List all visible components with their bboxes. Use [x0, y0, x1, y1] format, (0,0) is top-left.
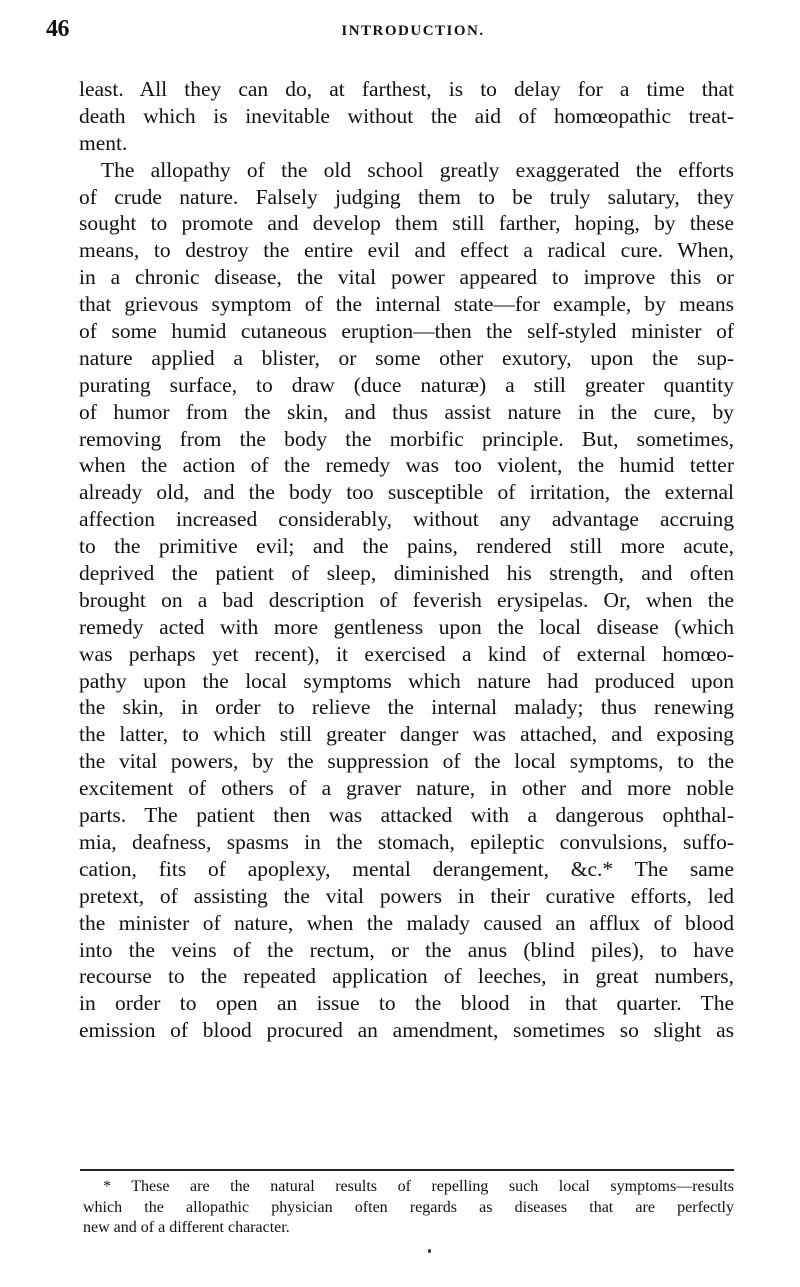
body-line: means, to destroy the entire evil and effect a radical cure. When, [79, 238, 734, 263]
body-line: affection increased considerably, without any advantage accruing [79, 507, 734, 532]
running-title: INTRODUCTION. [341, 23, 485, 39]
body-line: the minister of nature, when the malady caused an afflux of blood [79, 910, 734, 935]
body-line: excitement of others of a graver nature, in other and more noble [79, 776, 734, 801]
body-line: parts. The patient then was attacked with a dangerous ophthal- [79, 803, 734, 828]
body-text [79, 76, 734, 1044]
body-line: emission of blood procured an amendment, sometimes so slight as [79, 1018, 734, 1043]
footnote-line: * These are the natural results of repelling such local symptoms—results [103, 1178, 734, 1195]
body-line: death which is inevitable without the aid of homœopathic treat- [79, 103, 734, 128]
body-line: purating surface, to draw (duce naturæ) a still greater quantity [79, 372, 734, 397]
body-line: into the veins of the rectum, or the anus (blind piles), to have [79, 937, 734, 962]
body-line: when the action of the remedy was too violent, the humid tetter [79, 453, 734, 478]
body-line: The allopathy of the old school greatly exaggerated the efforts [101, 157, 734, 182]
page-number: 46 [46, 16, 69, 42]
body-line: the skin, in order to relieve the internal malady; thus renewing [79, 695, 734, 720]
body-line: mia, deafness, spasms in the stomach, epileptic convulsions, suffo- [79, 829, 734, 854]
body-line: to the primitive evil; and the pains, rendered still more acute, [79, 534, 734, 559]
body-line: that grievous symptom of the internal state—for example, by means [79, 292, 734, 317]
body-line: sought to promote and develop them still farther, hoping, by these [79, 211, 734, 236]
body-line: deprived the patient of sleep, diminished his strength, and often [79, 561, 734, 586]
body-line: nature applied a blister, or some other exutory, upon the sup- [79, 345, 734, 370]
footnote-rule [80, 1169, 734, 1171]
body-line: recourse to the repeated application of leeches, in great numbers, [79, 964, 734, 989]
body-line: removing from the body the morbific principle. But, sometimes, [79, 426, 734, 451]
body-line: pathy upon the local symptoms which nature had produced upon [79, 668, 734, 693]
body-line: already old, and the body too susceptible of irritation, the external [79, 480, 734, 505]
footnote-line: which the allopathic physician often regards as diseases that are perfectly [83, 1198, 734, 1216]
ink-speck [428, 1249, 431, 1253]
footnote-line: new and of a different character. [83, 1219, 290, 1236]
body-line: of some humid cutaneous eruption—then the self-styled minister of [79, 319, 734, 344]
body-line: least. All they can do, at farthest, is to delay for a time that [79, 77, 734, 101]
body-line: of crude nature. Falsely judging them to be truly salutary, they [79, 184, 734, 209]
body-line: of humor from the skin, and thus assist nature in the cure, by [79, 399, 734, 424]
body-line: pretext, of assisting the vital powers in their curative efforts, led [79, 883, 734, 908]
body-line: remedy acted with more gentleness upon the local disease (which [79, 614, 734, 639]
running-head [46, 12, 740, 52]
body-line: the latter, to which still greater danger was attached, and exposing [79, 722, 734, 747]
body-line: the vital powers, by the suppression of the local symptoms, to the [79, 749, 734, 774]
body-line: in order to open an issue to the blood in that quarter. The [79, 991, 734, 1016]
footnote [83, 1177, 734, 1239]
body-line: ment. [79, 130, 128, 155]
body-line: was perhaps yet recent), it exercised a kind of external homœo- [79, 641, 734, 666]
body-line: brought on a bad description of feverish erysipelas. Or, when the [79, 587, 734, 612]
body-line: in a chronic disease, the vital power appeared to improve this or [79, 265, 734, 290]
body-line: cation, fits of apoplexy, mental derangement, &c.* The same [79, 856, 734, 881]
